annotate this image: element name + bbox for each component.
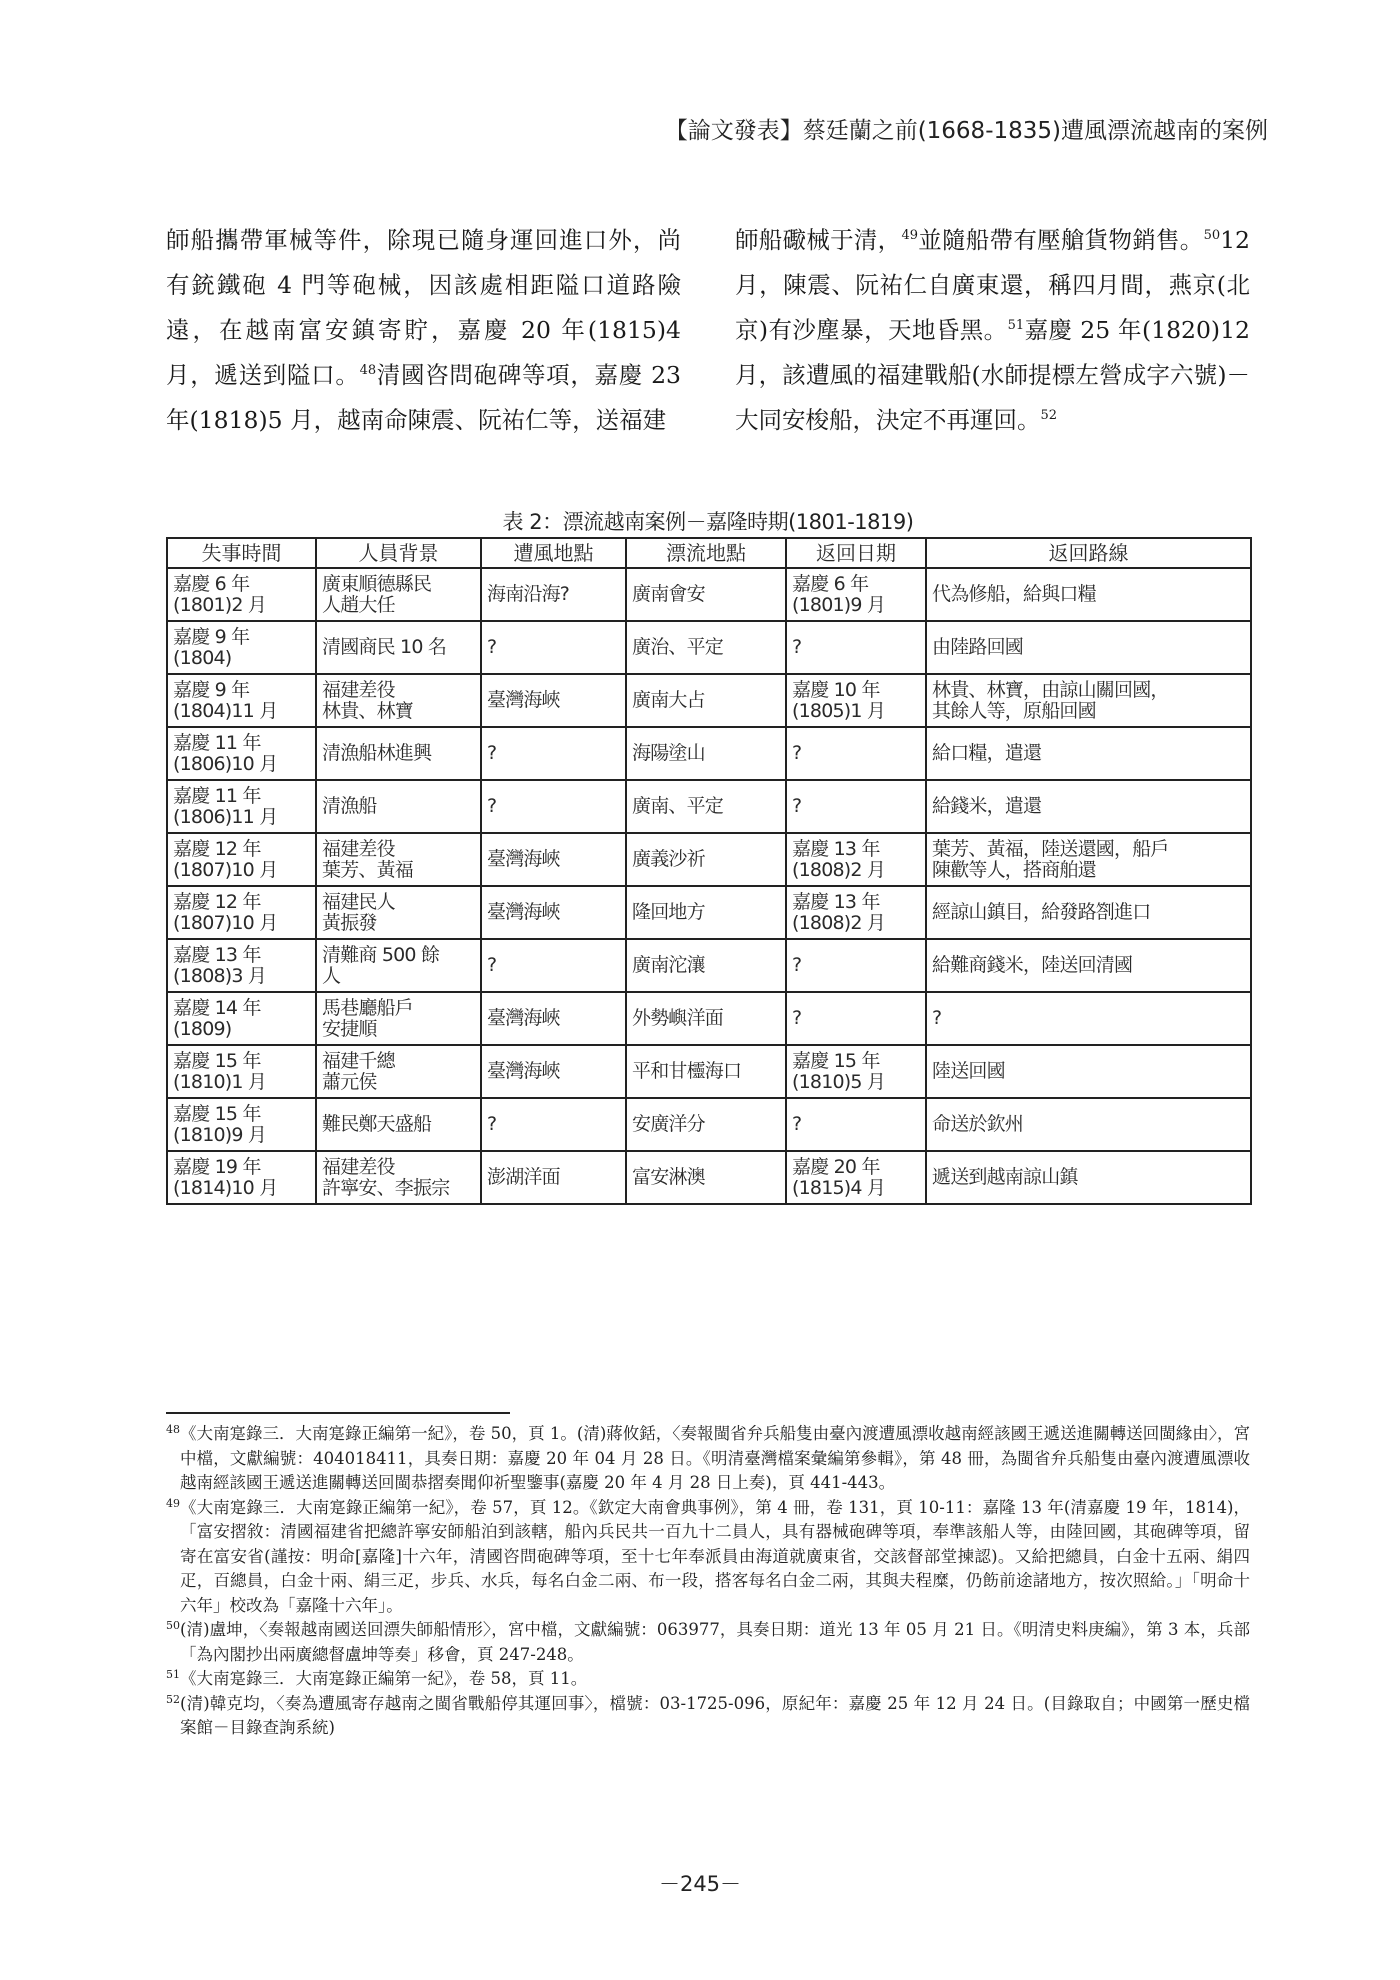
header-personnel: 人員背景 [316, 538, 481, 568]
cell-incident-date [167, 1045, 316, 1098]
cell-line: ? [487, 1113, 497, 1135]
cell-line: 人趙大任 [322, 593, 395, 616]
table-row [167, 727, 1251, 780]
cell-personnel [316, 1151, 481, 1204]
cell-line: 福建民人 [322, 890, 395, 913]
cell-line: 清漁船林進興 [322, 742, 432, 764]
cell-return-date [786, 674, 926, 727]
cell-line: ? [792, 795, 802, 817]
cell-personnel [316, 833, 481, 886]
cell-line: 嘉慶 6 年 [792, 572, 869, 595]
cell-line: 臺灣海峽 [487, 848, 560, 870]
cell-drift-location [626, 1045, 786, 1098]
cell-line: (1805)1 月 [792, 699, 886, 722]
cell-line: 富安淋澳 [632, 1166, 705, 1188]
cell-line: 廣南沱瀼 [632, 954, 705, 976]
cell-drift-location [626, 886, 786, 939]
cell-personnel [316, 992, 481, 1045]
cell-line: 陳歡等人，搭商舶還 [932, 858, 1096, 881]
footnote-number: 52 [166, 1692, 180, 1706]
table-row [167, 674, 1251, 727]
right-paragraph: 師船礮械于清，$^{49}$並隨船帶有壓艙貨物銷售。$^{50}$12 月，陳震、阮祐仁自廣東還，稱四月間，燕京(北京)有沙塵暴，天地昏黑。$^{51}$嘉慶 25 年(1820)12 月，該遭風的福建戰船(水師提標左營成字六號)－大同安梭船，決定不再運回。$^{52}$ [735, 226, 1251, 434]
table-row [167, 992, 1251, 1045]
cell-line: (1808)3 月 [173, 964, 267, 987]
cell-personnel [316, 1045, 481, 1098]
cell-line: ? [792, 636, 802, 658]
right-column [735, 218, 1250, 443]
cell-personnel [316, 674, 481, 727]
cell-line: 廣義沙祈 [632, 848, 705, 870]
cell-line: 蕭元侯 [322, 1070, 377, 1093]
header-storm-location: 遭風地點 [481, 538, 626, 568]
cell-line: (1804) [173, 646, 232, 669]
page-number: －245－ [658, 1872, 742, 1896]
cell-line: 嘉慶 15 年 [792, 1049, 880, 1072]
cell-line: 人 [322, 964, 341, 987]
footnote-text: 《大南寔錄三．大南寔錄正編第一紀》，卷 57，頁 12。《欽定大南會典事例》，第 4 冊，卷 131，頁 10-11：嘉隆 13 年(清嘉慶 19 年，1814)，「富安摺敘：清國福建省把總許寧安師船泊到該轄，船內兵民共一百九十二員人，具有器械砲碑等項，奉準該船人等，由陸回國，其砲碑等項，留寄在富安省(謹按：明命[嘉隆]十六年，清國咨問砲碑等項，至十七年奉派員由海道就廣東省，交該督部堂揀認)。又給把總員，白金十五兩、絹四疋，百總員，白金十兩、絹三疋，步兵、水兵，每名白金二兩、布一段，搭客每名白金二兩，其與夫程糜，仍飭前途諸地方，按次照給。」「明命十六年」校改為「嘉隆十六年」。 [180, 1497, 1250, 1615]
cell-line: 廣治、平定 [632, 636, 724, 658]
cell-return-date [786, 886, 926, 939]
cell-line: (1806)10 月 [173, 752, 278, 775]
footnote-number: 51 [166, 1668, 180, 1681]
cell-return-route [926, 621, 1251, 674]
cell-drift-location [626, 1098, 786, 1151]
cell-drift-location [626, 833, 786, 886]
cell-line: (1807)10 月 [173, 858, 278, 881]
running-header: 【論文發表】蔡廷蘭之前(1668-1835)遭風漂流越南的案例 [664, 118, 1268, 144]
table-body [167, 568, 1251, 1204]
cell-return-route [926, 1151, 1251, 1204]
cell-line: 海陽塗山 [632, 742, 705, 764]
footnote-number: 48 [166, 1423, 180, 1436]
cell-return-route [926, 727, 1251, 780]
cell-line: ? [487, 795, 497, 817]
cell-line: 廣南、平定 [632, 795, 724, 817]
cell-return-route [926, 992, 1251, 1045]
table-row [167, 939, 1251, 992]
left-column [166, 218, 681, 443]
cell-line: 陸送回國 [932, 1060, 1005, 1082]
cell-line: (1810)5 月 [792, 1070, 886, 1093]
cell-line: 臺灣海峽 [487, 901, 560, 923]
drift-cases-table [166, 537, 1252, 1205]
cell-line: 嘉慶 11 年 [173, 784, 261, 807]
header-drift-location: 漂流地點 [626, 538, 786, 568]
cell-return-route [926, 568, 1251, 621]
cell-line: 嘉慶 9 年 [173, 625, 250, 648]
cell-line: 海南沿海? [487, 583, 570, 605]
cell-line: (1815)4 月 [792, 1176, 886, 1199]
footnotes [166, 1422, 1250, 1741]
cell-line: 給難商錢米，陸送回清國 [932, 954, 1133, 976]
cell-line: (1804)11 月 [173, 699, 278, 722]
table-row [167, 886, 1251, 939]
cell-personnel [316, 727, 481, 780]
cell-line: ? [792, 742, 802, 764]
table-row [167, 780, 1251, 833]
cell-line: (1801)9 月 [792, 593, 886, 616]
cell-storm-location [481, 939, 626, 992]
table-row [167, 1098, 1251, 1151]
cell-return-date [786, 992, 926, 1045]
cell-line: 嘉慶 10 年 [792, 678, 880, 701]
footnote-ref-51[interactable]: 51 [1007, 318, 1025, 334]
cell-return-route [926, 674, 1251, 727]
cell-line: ? [487, 954, 497, 976]
cell-return-route [926, 780, 1251, 833]
footnote-text: 《大南寔錄三．大南寔錄正編第一紀》，卷 58，頁 11。 [180, 1669, 588, 1688]
cell-line: 嘉慶 13 年 [792, 890, 880, 913]
footnote-number: 49 [166, 1496, 180, 1510]
cell-personnel [316, 621, 481, 674]
cell-line: 福建千總 [322, 1049, 395, 1072]
cell-incident-date [167, 568, 316, 621]
cell-line: 經諒山鎮目，給發路劄進口 [932, 901, 1151, 923]
cell-line: ? [487, 636, 497, 658]
cell-line: ? [932, 1007, 942, 1029]
cell-line: 廣南大占 [632, 689, 705, 711]
cell-storm-location [481, 833, 626, 886]
cell-line: (1810)1 月 [173, 1070, 267, 1093]
cell-return-route [926, 886, 1251, 939]
table-row [167, 833, 1251, 886]
table-row [167, 568, 1251, 621]
cell-line: 黃振發 [322, 911, 377, 934]
cell-line: ? [792, 954, 802, 976]
table-caption: 表 2：漂流越南案例－嘉隆時期(1801-1819) [502, 510, 914, 534]
cell-line: 福建差役 [322, 1155, 395, 1178]
cell-return-date [786, 1151, 926, 1204]
cell-incident-date [167, 621, 316, 674]
cell-drift-location [626, 621, 786, 674]
cell-line: 嘉慶 15 年 [173, 1102, 261, 1125]
footnote-50 [166, 1618, 1250, 1667]
footnote-ref-50[interactable]: 50 [1203, 228, 1221, 244]
cell-line: ? [792, 1113, 802, 1135]
cell-line: 福建差役 [322, 837, 395, 860]
cell-line: 嘉慶 6 年 [173, 572, 250, 595]
cell-line: 臺灣海峽 [487, 1060, 560, 1082]
cell-line: 清國商民 10 名 [322, 636, 447, 658]
cell-line: (1806)11 月 [173, 805, 278, 828]
cell-line: 嘉慶 20 年 [792, 1155, 880, 1178]
cell-return-date [786, 780, 926, 833]
cell-line: 嘉慶 19 年 [173, 1155, 261, 1178]
cell-personnel [316, 1098, 481, 1151]
cell-line: (1810)9 月 [173, 1123, 267, 1146]
cell-line: 臺灣海峽 [487, 1007, 560, 1029]
cell-line: (1808)2 月 [792, 858, 886, 881]
cell-line: 廣南會安 [632, 583, 705, 605]
cell-return-date [786, 727, 926, 780]
cell-line: 安廣洋分 [632, 1113, 705, 1135]
cell-drift-location [626, 674, 786, 727]
cell-line: 嘉慶 12 年 [173, 890, 261, 913]
cell-incident-date [167, 992, 316, 1045]
cell-line: 嘉慶 14 年 [173, 996, 261, 1019]
cell-personnel [316, 886, 481, 939]
cell-line: 葉芳、黃福 [322, 858, 414, 881]
footnote-divider [166, 1412, 510, 1414]
footnote-text: (清)韓克均，〈奏為遭風寄存越南之閩省戰船停其運回事〉，檔號：03-1725-096，原紀年：嘉慶 25 年 12 月 24 日。(目錄取自；中國第一歷史檔案館－目錄查詢系統) [180, 1693, 1250, 1737]
footnote-ref-49[interactable]: 49 [901, 228, 918, 244]
cell-line: ? [792, 1007, 802, 1029]
cell-return-route [926, 833, 1251, 886]
cell-line: (1809) [173, 1017, 232, 1040]
header-incident-date: 失事時間 [167, 538, 316, 568]
cell-storm-location [481, 886, 626, 939]
cell-incident-date [167, 1151, 316, 1204]
cell-line: 難民鄭天盛船 [322, 1113, 432, 1135]
cell-incident-date [167, 886, 316, 939]
table-header-row [167, 538, 1251, 568]
cell-line: ? [487, 742, 497, 764]
cell-incident-date [167, 939, 316, 992]
cell-storm-location [481, 674, 626, 727]
cell-line: 林貴、林寶，由諒山關回國， [932, 678, 1169, 701]
cell-line: 嘉慶 12 年 [173, 837, 261, 860]
cell-line: 廣東順德縣民 [322, 572, 432, 595]
cell-incident-date [167, 780, 316, 833]
header-return-route: 返回路線 [926, 538, 1251, 568]
footnote-52 [166, 1692, 1250, 1741]
table-row [167, 621, 1251, 674]
table-row [167, 1045, 1251, 1098]
cell-line: 清漁船 [322, 795, 377, 817]
footnote-text: (清)盧坤，〈奏報越南國送回漂失師船情形〉，宮中檔，文獻編號：063977，具奏日期：道光 13 年 05 月 21 日。《明清史料庚編》，第 3 本，兵部「為內閣抄出兩廣總督盧坤等奏」移會，頁 247-248。 [180, 1620, 1250, 1664]
cell-storm-location [481, 1151, 626, 1204]
cell-incident-date [167, 1098, 316, 1151]
cell-line: 其餘人等，原船回國 [932, 699, 1096, 722]
cell-line: 由陸路回國 [932, 636, 1024, 658]
cell-drift-location [626, 992, 786, 1045]
header-return-date: 返回日期 [786, 538, 926, 568]
cell-storm-location [481, 568, 626, 621]
cell-personnel [316, 568, 481, 621]
cell-storm-location [481, 621, 626, 674]
cell-line: 給口糧，遣還 [932, 742, 1042, 764]
footnote-49 [166, 1496, 1250, 1619]
cell-line: 嘉慶 13 年 [173, 943, 261, 966]
cell-return-date [786, 939, 926, 992]
cell-return-route [926, 1045, 1251, 1098]
cell-line: 代為修船，給與口糧 [932, 583, 1096, 605]
footnote-51 [166, 1667, 1250, 1692]
cell-line: 遞送到越南諒山鎮 [932, 1166, 1078, 1188]
cell-return-date [786, 568, 926, 621]
cell-drift-location [626, 939, 786, 992]
cell-line: 嘉慶 9 年 [173, 678, 250, 701]
cell-line: 隆回地方 [632, 901, 705, 923]
cell-line: 清難商 500 餘 [322, 943, 440, 966]
cell-line: 福建差役 [322, 678, 395, 701]
cell-incident-date [167, 674, 316, 727]
cell-line: 外勢嶼洋面 [632, 1007, 724, 1029]
cell-storm-location [481, 1098, 626, 1151]
cell-line: (1801)2 月 [173, 593, 267, 616]
cell-line: 命送於欽州 [932, 1113, 1024, 1135]
footnote-ref-52[interactable]: 52 [1040, 408, 1058, 424]
cell-line: 林貴、林寶 [322, 699, 414, 722]
cell-storm-location [481, 1045, 626, 1098]
cell-line: 平和甘欞海口 [632, 1060, 742, 1082]
cell-line: 嘉慶 15 年 [173, 1049, 261, 1072]
cell-line: 許寧安、李振宗 [322, 1176, 450, 1199]
cell-personnel [316, 780, 481, 833]
cell-storm-location [481, 727, 626, 780]
cell-line: 安捷順 [322, 1017, 377, 1040]
cell-personnel [316, 939, 481, 992]
body-text [166, 218, 1250, 443]
footnote-ref-48[interactable]: 48 [359, 363, 377, 379]
cell-drift-location [626, 780, 786, 833]
footnote-number: 50 [166, 1619, 180, 1632]
cell-line: (1808)2 月 [792, 911, 886, 934]
left-paragraph: 師船攜帶軍械等件，除現已隨身運回進口外，尚有銃鐵砲 4 門等砲械，因該處相距隘口道路險遠，在越南富安鎮寄貯，嘉慶 20 年(1815)4 月，遞送到隘口。$^{48}$清國咨問砲碑等項，嘉慶 23 年(1818)5 月，越南命陳震、阮祐仁等，送福建 [166, 226, 682, 434]
cell-line: 葉芳、黃福，陸送還國，船戶 [932, 837, 1169, 860]
cell-line: (1807)10 月 [173, 911, 278, 934]
cell-line: 臺灣海峽 [487, 689, 560, 711]
cell-drift-location [626, 727, 786, 780]
cell-incident-date [167, 727, 316, 780]
cell-line: 給錢米，遣還 [932, 795, 1042, 817]
footnote-48 [166, 1422, 1250, 1496]
cell-drift-location [626, 568, 786, 621]
cell-incident-date [167, 833, 316, 886]
cell-return-date [786, 1045, 926, 1098]
cell-drift-location [626, 1151, 786, 1204]
cell-storm-location [481, 780, 626, 833]
cell-return-date [786, 1098, 926, 1151]
cell-return-route [926, 939, 1251, 992]
table-row [167, 1151, 1251, 1204]
cell-line: 嘉慶 13 年 [792, 837, 880, 860]
cell-storm-location [481, 992, 626, 1045]
cell-line: 馬巷廳船戶 [322, 996, 414, 1019]
cell-return-date [786, 833, 926, 886]
footnote-text: 《大南寔錄三．大南寔錄正編第一紀》，卷 50，頁 1。(清)蔣攸銛，〈奏報閩省弁兵船隻由臺內渡遭風漂收越南經該國王遞送進關轉送回閩緣由〉，宮中檔，文獻編號：404018411，具奏日期：嘉慶 20 年 04 月 28 日。《明清臺灣檔案彙編第參輯》，第 48 冊，為閩省弁兵船隻由臺內渡遭風漂收越南經該國王遞送進關轉送回閩恭摺奏聞仰祈聖鑒事(嘉慶 20 年 4 月 28 日上奏)，頁 441-443。 [180, 1424, 1250, 1492]
cell-line: (1814)10 月 [173, 1176, 278, 1199]
cell-line: 嘉慶 11 年 [173, 731, 261, 754]
cell-return-route [926, 1098, 1251, 1151]
cell-return-date [786, 621, 926, 674]
cell-line: 澎湖洋面 [487, 1166, 560, 1188]
